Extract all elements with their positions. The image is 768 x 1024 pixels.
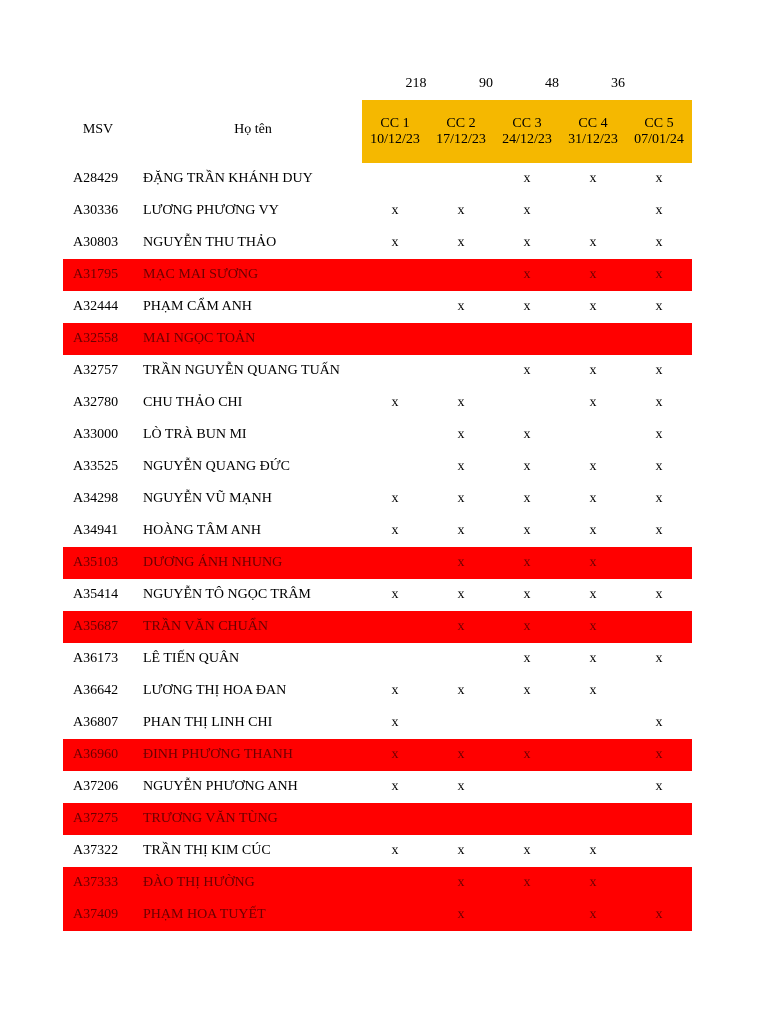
table-row: [63, 707, 692, 739]
student-id: A36173: [73, 651, 119, 666]
table-row: [63, 611, 692, 643]
attendance-mark-cc2: x: [457, 587, 465, 602]
header-name: Họ tên: [234, 122, 272, 137]
header-cc2-label: CC 2: [446, 115, 476, 131]
attendance-mark-cc1: x: [391, 715, 399, 730]
attendance-mark-cc1: x: [391, 203, 399, 218]
table-header: [63, 100, 692, 163]
header-cc1: [362, 100, 428, 163]
attendance-mark-cc3: x: [523, 491, 531, 506]
header-cc3-date: 24/12/23: [502, 131, 552, 147]
attendance-mark-cc3: x: [523, 427, 531, 442]
attendance-mark-cc3: x: [523, 523, 531, 538]
attendance-mark-cc4: x: [589, 683, 597, 698]
attendance-mark-cc2: x: [457, 299, 465, 314]
attendance-mark-cc4: x: [589, 555, 597, 570]
student-id: A37206: [73, 779, 119, 794]
attendance-mark-cc3: x: [523, 555, 531, 570]
attendance-mark-cc4: x: [589, 651, 597, 666]
student-rows: [63, 163, 692, 931]
table-row: [63, 259, 692, 291]
table-row: [63, 195, 692, 227]
table-row: [63, 899, 692, 931]
student-name: PHẠM CẨM ANH: [143, 299, 252, 314]
student-name: LÊ TIẾN QUÂN: [143, 651, 240, 666]
table-row: [63, 323, 692, 355]
attendance-mark-cc2: x: [457, 907, 465, 922]
header-cc3: [494, 100, 560, 163]
student-id: A35687: [73, 619, 119, 634]
attendance-mark-cc3: x: [523, 619, 531, 634]
header-cc4: [560, 100, 626, 163]
count-cc1: 218: [405, 76, 427, 91]
student-name: PHAN THỊ LINH CHI: [143, 715, 273, 730]
attendance-mark-cc5: x: [655, 267, 663, 282]
attendance-mark-cc5: x: [655, 427, 663, 442]
student-id: A33525: [73, 459, 119, 474]
attendance-mark-cc2: x: [457, 683, 465, 698]
attendance-mark-cc4: x: [589, 587, 597, 602]
attendance-mark-cc3: x: [523, 683, 531, 698]
attendance-mark-cc3: x: [523, 875, 531, 890]
student-name: ĐẶNG TRẦN KHÁNH DUY: [143, 171, 313, 186]
table-row: [63, 515, 692, 547]
attendance-mark-cc1: x: [391, 235, 399, 250]
student-id: A30803: [73, 235, 119, 250]
table-row: [63, 483, 692, 515]
attendance-mark-cc5: x: [655, 171, 663, 186]
table-row: [63, 739, 692, 771]
table-row: [63, 547, 692, 579]
attendance-mark-cc2: x: [457, 843, 465, 858]
attendance-mark-cc4: x: [589, 843, 597, 858]
student-name: HOÀNG TÂM ANH: [143, 523, 261, 538]
student-id: A36642: [73, 683, 119, 698]
attendance-mark-cc5: x: [655, 363, 663, 378]
header-cc2-date: 17/12/23: [436, 131, 486, 147]
header-cc3-label: CC 3: [512, 115, 542, 131]
attendance-mark-cc3: x: [523, 267, 531, 282]
attendance-mark-cc5: x: [655, 235, 663, 250]
attendance-mark-cc4: x: [589, 235, 597, 250]
count-cc4: 36: [611, 76, 625, 91]
student-id: A34298: [73, 491, 119, 506]
attendance-mark-cc2: x: [457, 427, 465, 442]
attendance-mark-cc2: x: [457, 619, 465, 634]
attendance-mark-cc3: x: [523, 171, 531, 186]
attendance-mark-cc1: x: [391, 747, 399, 762]
student-id: A36807: [73, 715, 119, 730]
student-name: ĐINH PHƯƠNG THANH: [143, 747, 293, 762]
attendance-mark-cc2: x: [457, 395, 465, 410]
student-id: A32444: [73, 299, 119, 314]
header-cc5-label: CC 5: [644, 115, 674, 131]
table-row: [63, 771, 692, 803]
table-row: [63, 355, 692, 387]
student-name: TRẦN VĂN CHUẨN: [143, 619, 268, 634]
attendance-mark-cc3: x: [523, 747, 531, 762]
attendance-mark-cc4: x: [589, 619, 597, 634]
student-name: TRẦN NGUYỄN QUANG TUẤN: [143, 363, 340, 378]
header-msv: MSV: [82, 122, 114, 137]
attendance-mark-cc5: x: [655, 907, 663, 922]
attendance-mark-cc5: x: [655, 587, 663, 602]
attendance-mark-cc2: x: [457, 747, 465, 762]
attendance-mark-cc5: x: [655, 203, 663, 218]
attendance-mark-cc3: x: [523, 651, 531, 666]
table-row: [63, 643, 692, 675]
attendance-mark-cc4: x: [589, 395, 597, 410]
student-name: PHẠM HOA TUYẾT: [143, 907, 266, 922]
student-name: LƯƠNG THỊ HOA ĐAN: [143, 683, 287, 698]
student-name: NGUYỄN TÔ NGỌC TRÂM: [143, 587, 311, 602]
student-name: MAI NGỌC TOẢN: [143, 331, 256, 346]
attendance-mark-cc4: x: [589, 491, 597, 506]
attendance-mark-cc3: x: [523, 363, 531, 378]
attendance-mark-cc4: x: [589, 171, 597, 186]
header-cc5: [626, 100, 692, 163]
attendance-mark-cc5: x: [655, 779, 663, 794]
attendance-mark-cc2: x: [457, 555, 465, 570]
table-row: [63, 579, 692, 611]
header-cc5-date: 07/01/24: [634, 131, 684, 147]
student-id: A31795: [73, 267, 119, 282]
attendance-mark-cc2: x: [457, 203, 465, 218]
attendance-mark-cc2: x: [457, 491, 465, 506]
attendance-mark-cc1: x: [391, 683, 399, 698]
attendance-mark-cc5: x: [655, 747, 663, 762]
attendance-mark-cc2: x: [457, 779, 465, 794]
attendance-mark-cc5: x: [655, 651, 663, 666]
attendance-mark-cc4: x: [589, 875, 597, 890]
count-cc2: 90: [479, 76, 493, 91]
attendance-mark-cc4: x: [589, 907, 597, 922]
attendance-mark-cc2: x: [457, 875, 465, 890]
attendance-mark-cc2: x: [457, 459, 465, 474]
student-name: TRƯƠNG VĂN TÙNG: [143, 811, 278, 826]
attendance-mark-cc1: x: [391, 843, 399, 858]
student-id: A32757: [73, 363, 119, 378]
attendance-mark-cc5: x: [655, 299, 663, 314]
student-id: A37275: [73, 811, 119, 826]
student-name: NGUYỄN QUANG ĐỨC: [143, 459, 290, 474]
table-row: [63, 803, 692, 835]
attendance-mark-cc4: x: [589, 523, 597, 538]
student-name: NGUYỄN PHƯƠNG ANH: [143, 779, 298, 794]
student-id: A35103: [73, 555, 119, 570]
table-row: [63, 867, 692, 899]
header-cc1-date: 10/12/23: [370, 131, 420, 147]
attendance-mark-cc4: x: [589, 267, 597, 282]
header-cc2: [428, 100, 494, 163]
attendance-mark-cc4: x: [589, 299, 597, 314]
table-row: [63, 291, 692, 323]
attendance-mark-cc3: x: [523, 203, 531, 218]
count-cc3: 48: [545, 76, 559, 91]
header-cc4-label: CC 4: [578, 115, 608, 131]
attendance-mark-cc2: x: [457, 235, 465, 250]
table-row: [63, 163, 692, 195]
table-row: [63, 451, 692, 483]
student-id: A32780: [73, 395, 119, 410]
student-id: A32558: [73, 331, 119, 346]
student-id: A35414: [73, 587, 119, 602]
attendance-mark-cc3: x: [523, 299, 531, 314]
student-id: A37322: [73, 843, 119, 858]
attendance-mark-cc3: x: [523, 235, 531, 250]
attendance-mark-cc3: x: [523, 587, 531, 602]
attendance-counts-row: [63, 72, 692, 100]
student-name: DƯƠNG ÁNH NHUNG: [143, 555, 283, 570]
attendance-sheet: [63, 72, 692, 931]
student-id: A28429: [73, 171, 119, 186]
attendance-mark-cc5: x: [655, 491, 663, 506]
student-name: LÒ TRÀ BUN MI: [143, 427, 247, 442]
student-name: NGUYỄN VŨ MẠNH: [143, 491, 272, 506]
student-name: NGUYỄN THU THẢO: [143, 235, 277, 250]
attendance-mark-cc1: x: [391, 523, 399, 538]
student-id: A30336: [73, 203, 119, 218]
attendance-mark-cc5: x: [655, 715, 663, 730]
student-id: A34941: [73, 523, 119, 538]
student-name: ĐÀO THỊ HƯỜNG: [143, 875, 255, 890]
attendance-mark-cc4: x: [589, 459, 597, 474]
table-row: [63, 227, 692, 259]
student-name: CHU THẢO CHI: [143, 395, 243, 410]
table-row: [63, 387, 692, 419]
student-name: MẠC MAI SƯƠNG: [143, 267, 259, 282]
header-cc4-date: 31/12/23: [568, 131, 618, 147]
attendance-mark-cc4: x: [589, 363, 597, 378]
student-id: A36960: [73, 747, 119, 762]
table-row: [63, 419, 692, 451]
attendance-mark-cc2: x: [457, 523, 465, 538]
attendance-mark-cc5: x: [655, 395, 663, 410]
attendance-mark-cc1: x: [391, 395, 399, 410]
attendance-mark-cc5: x: [655, 459, 663, 474]
student-name: TRẦN THỊ KIM CÚC: [143, 843, 271, 858]
table-row: [63, 675, 692, 707]
attendance-mark-cc3: x: [523, 459, 531, 474]
student-id: A37409: [73, 907, 119, 922]
attendance-mark-cc1: x: [391, 587, 399, 602]
attendance-mark-cc1: x: [391, 779, 399, 794]
table-row: [63, 835, 692, 867]
student-name: LƯƠNG PHƯƠNG VY: [143, 203, 279, 218]
attendance-mark-cc1: x: [391, 491, 399, 506]
attendance-mark-cc5: x: [655, 523, 663, 538]
header-cc1-label: CC 1: [380, 115, 410, 131]
student-id: A37333: [73, 875, 119, 890]
student-id: A33000: [73, 427, 119, 442]
attendance-mark-cc3: x: [523, 843, 531, 858]
